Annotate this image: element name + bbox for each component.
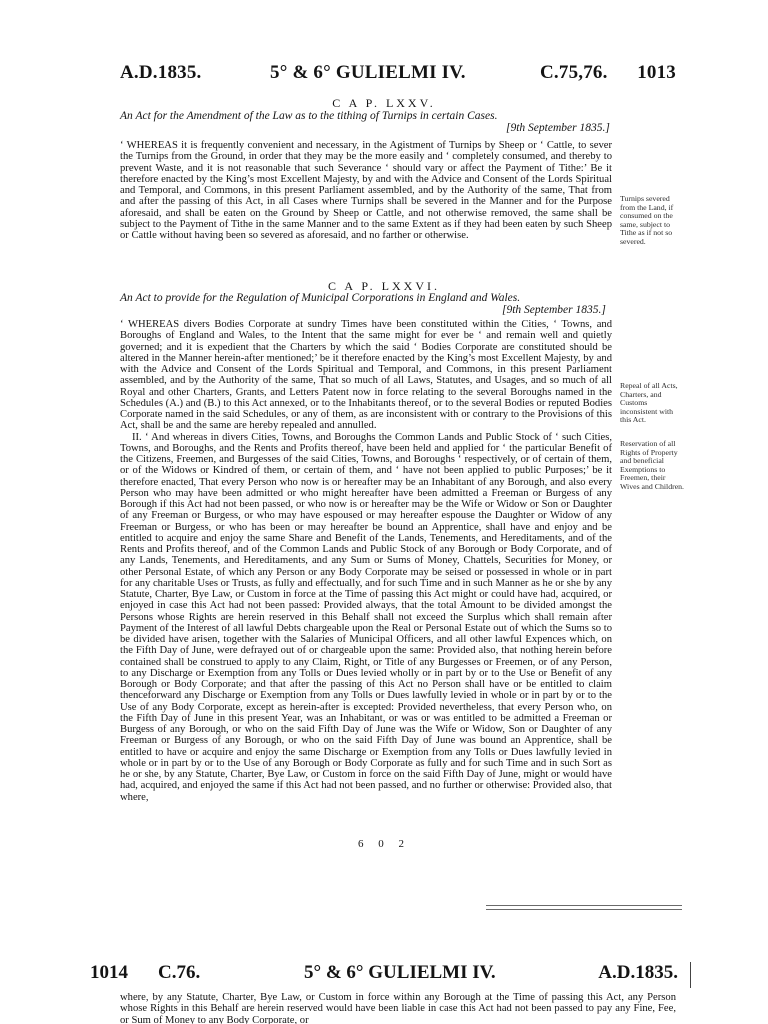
cap-75-title: An Act for the Amendment of the Law as to the tithing of Turnips in certain Cases.	[120, 110, 498, 122]
cap-75-margin-note: Turnips severed from the Land, if consumed on the same, subject to Tithe as if not so severed.	[620, 194, 674, 246]
cap-76-preamble: ‘ WHEREAS divers Bodies Corporate at sundry Times have been constituted within the Cities, ‘ Towns, and Boroughs of England and Wales, to the Intent that the same might for ever be ‘ and remain well and quietly governed; and it is expedient that the Charters by which the said ‘ Bodies Corporate are constituted should be altered in the Manner herein-after mentioned;’ be it therefore enacted by the King’s most Excellent Majesty, by and with the Advice and Consent of the Lords Spiritual and Temporal, and Commons, in this present Parliament assembled, and by the Authority of the same, That so much of all Laws, Statutes, and Usages, and so much of all Royal and other Charters, Grants, and Letters Patent now in force relating to the several Boroughs named in the Schedules (A.) and (B.) to this Act annexed, or to the Inhabitants thereof, or to the several Bodies or reputed Bodies Corporate named in the said Schedules, or any of them, as are inconsistent with or contrary to the Provisions of this Act, shall be and the same are hereby repealed and annulled.	[120, 319, 612, 432]
page-divider-rule	[486, 905, 682, 906]
running-head-page-number: 1013	[637, 62, 676, 83]
cap-76-section-2: II. ‘ And whereas in divers Cities, Towns, and Boroughs the Common Lands and Public Stock of ‘ such Cities, Towns, and Boroughs, and the Rents and Profits thereof, have been held and applied for ‘ the particular Benefit of the Citizens, Freemen, and Burgesses of the said Cities, Towns, and Boroughs ‘ respectively, or of certain of them, or of the Widows or Kindred of them, or certain of them, and ‘ have not been applied to public Purposes;’ be it therefore enacted, That every Person who now is or hereafter may be an Inhabitant of any Borough, and also every Person who may have been admitted or who might hereafter have been admitted a Freeman or Burgess of any Borough if this Act had not been passed, or who now is or hereafter may be the Wife or Widow or Son or Daughter of any Freeman or Burgess, or who may have espoused or may hereafter espouse the Daughter or Widow of any Freeman or Burgess, or who has been or may hereafter be bound an Apprentice, shall have and enjoy and be entitled to acquire and enjoy the same Share and Benefit of the Lands, Tenements, and Hereditaments, and of the Rents and Profits thereof, and of the Common Lands and Public Stock of any Borough or Body Corporate, and of any Lands, Tenements, and Hereditaments, and any Sum or Sums of Money, Chattels, Securities for Money, or other Personal Estate, of which any Person or any Body Corporate may be seised or possessed in whole or in part for any charitable Uses or Trusts, as fully and effectually, and for such Time and in such Manner as he or she by any Statute, Charter, Bye Law, or Custom in force at the Time of passing this Act might or could have had, acquired, or enjoyed in case this Act had not been passed: Provided always, that the total Amount to be divided amongst the Persons whose Rights are herein reserved in this Behalf shall not exceed the Surplus which shall remain after Payment of the Interest of all lawful Debts chargeable upon the Real or Personal Estate out of which the Sums so to be divided have arisen, together with the Salaries of Municipal Officers, and all other lawful Expences which, on the Fifth Day of June, were defrayed out of or chargeable upon the same: Provided also, that nothing herein before contained shall be construed to apply to any Claim, Right, or Title of any Burgesses or Freemen, or of any Person, to any Discharge or Exemption from any Tolls or Dues levied wholly or in part by or to the Use or Benefit of any Borough or Body Corporate; and that after the passing of this Act no Person shall have or be entitled to claim thenceforward any Discharge or Exemption from any Tolls or Dues lawfully levied in whole or in part by or to the Use of any Body Corporate, except as herein-after is excepted: Provided nevertheless, that every Person who, on the Fifth Day of June in this present Year, was an Inhabitant, or was or was entitled to be admitted a Freeman or Burgess of any Borough, or who on the said Fifth Day of June was the Wife or Widow, Son or Daughter of any Freeman or Burgess of any Borough, or who on the said Fifth Day of June was bound an Apprentice, shall be entitled to have or acquire and enjoy the same Discharge or Exemption from any Tolls or Dues lawfully levied in whole or in part by or to the Use of any Borough or Body Corporate as fully and for such Time and in such Sort as he or she, by any Statute, Charter, Bye Law, or Custom in force on the said Fifth Day of June, might or would have had, acquired, and enjoyed the same if this Act had not been passed, and no further or otherwise: Provided also, that where,	[120, 431, 612, 803]
cap-75-heading: C A P. LXXV.	[332, 96, 436, 110]
cap-75-body	[120, 140, 612, 241]
next-page-year: A.D.1835.	[598, 962, 678, 983]
cap-75-enactment: ‘ WHEREAS it is frequently convenient and necessary, in the Agistment of Turnips by Sheep or ‘ Cattle, to sever the Turnips from the Ground, in order that they may be the more easily and ‘ completely consumed, and thereby to prevent Waste, and it is not reasonable that such Severance ‘ should vary or affect the Payment of Tithe:’ Be it therefore enacted by the King’s most Excellent Majesty, by and with the Advice and Consent of the Lords Spiritual and Temporal, and Commons, in this present Parliament assembled, and by the Authority of the same, That from and after the passing of this Act, in all Cases where Turnips shall be severed in the Manner and for the Purpose aforesaid, and shall be eaten on the Ground by Sheep or Cattle, and not otherwise removed, the same shall be subject to the Payment of Tithe in the same Manner and to the same Extent as if they had been eaten by such Sheep or Cattle without having been so severed as aforesaid, and no farther or otherwise.	[120, 140, 612, 241]
cap-76-heading: C A P. LXXVI.	[327, 279, 440, 293]
cap-76-margin-note-reservation: Reservation of all Rights of Property and beneficial Exemptions to Freemen, their Wives and Children.	[620, 439, 684, 491]
next-page-reign: 5° & 6° GULIELMI IV.	[304, 962, 496, 983]
running-head-reign: 5° & 6° GULIELMI IV.	[270, 62, 466, 83]
cap-75-date: [9th September 1835.]	[506, 122, 610, 134]
page-divider-rule	[486, 909, 682, 910]
next-page-running-head	[90, 962, 678, 992]
cap-76-body	[120, 319, 612, 803]
running-head-chapters: C.75,76.	[540, 62, 608, 83]
signature-mark: 6 0 2	[358, 838, 410, 850]
cap-76-date: [9th September 1835.]	[502, 304, 606, 316]
next-page-number: 1014	[90, 962, 128, 983]
running-head-year: A.D.1835.	[120, 62, 202, 83]
running-head	[120, 62, 676, 92]
next-page-chapter: C.76.	[158, 962, 201, 983]
next-page-body: where, by any Statute, Charter, Bye Law, or Custom in force within any Borough at the Time of passing this Act, any Person whose Rights in this Behalf are herein reserved would have been liable in case this Act had not been passed to pay any Fine, Fee, or Sum of Money to any Body Corporate, or	[120, 992, 676, 1024]
cap-76-margin-note-repeal: Repeal of all Acts, Charters, and Customs inconsistent with this Act.	[620, 381, 678, 425]
cap-76-title: An Act to provide for the Regulation of Municipal Corporations in England and Wales.	[120, 292, 521, 304]
page-edge-mark	[690, 962, 691, 988]
